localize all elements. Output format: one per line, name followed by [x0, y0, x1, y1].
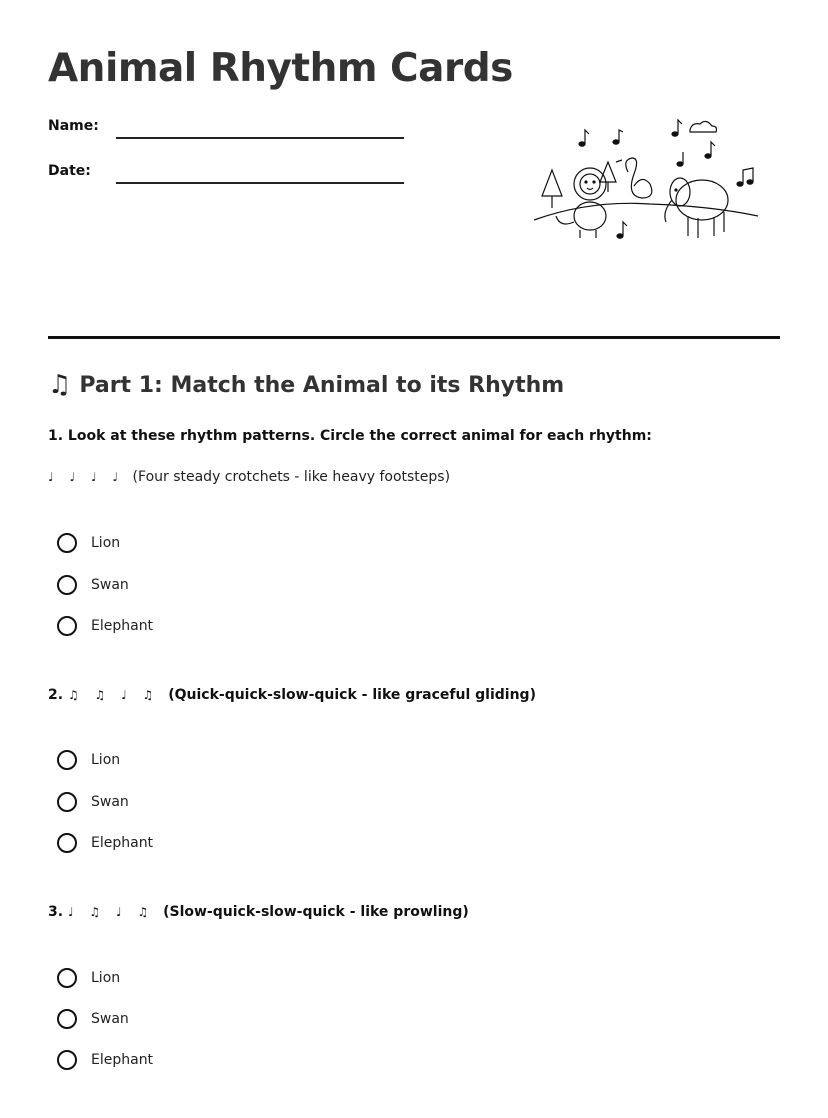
radio-button[interactable]: [57, 575, 77, 595]
q2-option-elephant[interactable]: [57, 833, 153, 853]
q1-option-swan[interactable]: [57, 575, 129, 595]
name-field[interactable]: [116, 137, 404, 139]
radio-button[interactable]: [57, 616, 77, 636]
radio-button[interactable]: [57, 792, 77, 812]
q3-option-elephant[interactable]: [57, 1050, 153, 1070]
part1-heading: [48, 372, 564, 398]
date-label: Date:: [48, 163, 91, 179]
question-number: 3.: [48, 904, 64, 920]
animals-music-illustration: [530, 112, 762, 252]
section-divider: [48, 336, 780, 339]
radio-button[interactable]: [57, 1050, 77, 1070]
q1-option-lion[interactable]: [57, 533, 120, 553]
tree-icon: [600, 162, 616, 192]
music-note-icon: ♫: [48, 370, 72, 400]
q3-option-lion[interactable]: [57, 968, 120, 988]
radio-button[interactable]: [57, 833, 77, 853]
option-label: Lion: [91, 970, 121, 986]
option-label: Lion: [91, 752, 121, 768]
option-label: Lion: [91, 535, 121, 551]
rhythm-notes: ♫ ♫ ♩ ♫: [67, 688, 160, 702]
rhythm-pattern-1: [48, 469, 450, 485]
option-label: Elephant: [91, 618, 154, 634]
q3-option-swan[interactable]: [57, 1009, 129, 1029]
date-field[interactable]: [116, 182, 404, 184]
rhythm-description: (Four steady crotchets - like heavy footsteps): [132, 469, 451, 485]
option-label: Swan: [91, 1011, 129, 1027]
swan-icon: [616, 158, 652, 198]
radio-button[interactable]: [57, 750, 77, 770]
rhythm-pattern-3: [48, 904, 469, 920]
rhythm-description: (Slow-quick-slow-quick - like prowling): [163, 904, 469, 920]
option-label: Swan: [91, 577, 129, 593]
q2-option-swan[interactable]: [57, 792, 129, 812]
part1-title: Part 1: Match the Animal to its Rhythm: [79, 372, 565, 398]
name-label: Name:: [48, 118, 99, 134]
lion-icon: [556, 168, 606, 238]
option-label: Elephant: [91, 1052, 154, 1068]
cloud-icon: [690, 121, 717, 132]
radio-button[interactable]: [57, 1009, 77, 1029]
worksheet-title: Animal Rhythm Cards: [48, 46, 513, 91]
rhythm-pattern-2: [48, 687, 536, 703]
radio-button[interactable]: [57, 968, 77, 988]
q2-option-lion[interactable]: [57, 750, 120, 770]
tree-icon: [542, 170, 562, 208]
rhythm-notes: ♩ ♫ ♩ ♫: [67, 905, 155, 919]
radio-button[interactable]: [57, 533, 77, 553]
elephant-icon: [665, 178, 728, 238]
rhythm-description: (Quick-quick-slow-quick - like graceful gliding): [168, 687, 536, 703]
option-label: Elephant: [91, 835, 154, 851]
instruction-text: 1. Look at these rhythm patterns. Circle the correct animal for each rhythm:: [48, 428, 652, 444]
question-number: 2.: [48, 687, 64, 703]
rhythm-notes: ♩ ♩ ♩ ♩: [48, 470, 125, 484]
q1-option-elephant[interactable]: [57, 616, 153, 636]
option-label: Swan: [91, 794, 129, 810]
